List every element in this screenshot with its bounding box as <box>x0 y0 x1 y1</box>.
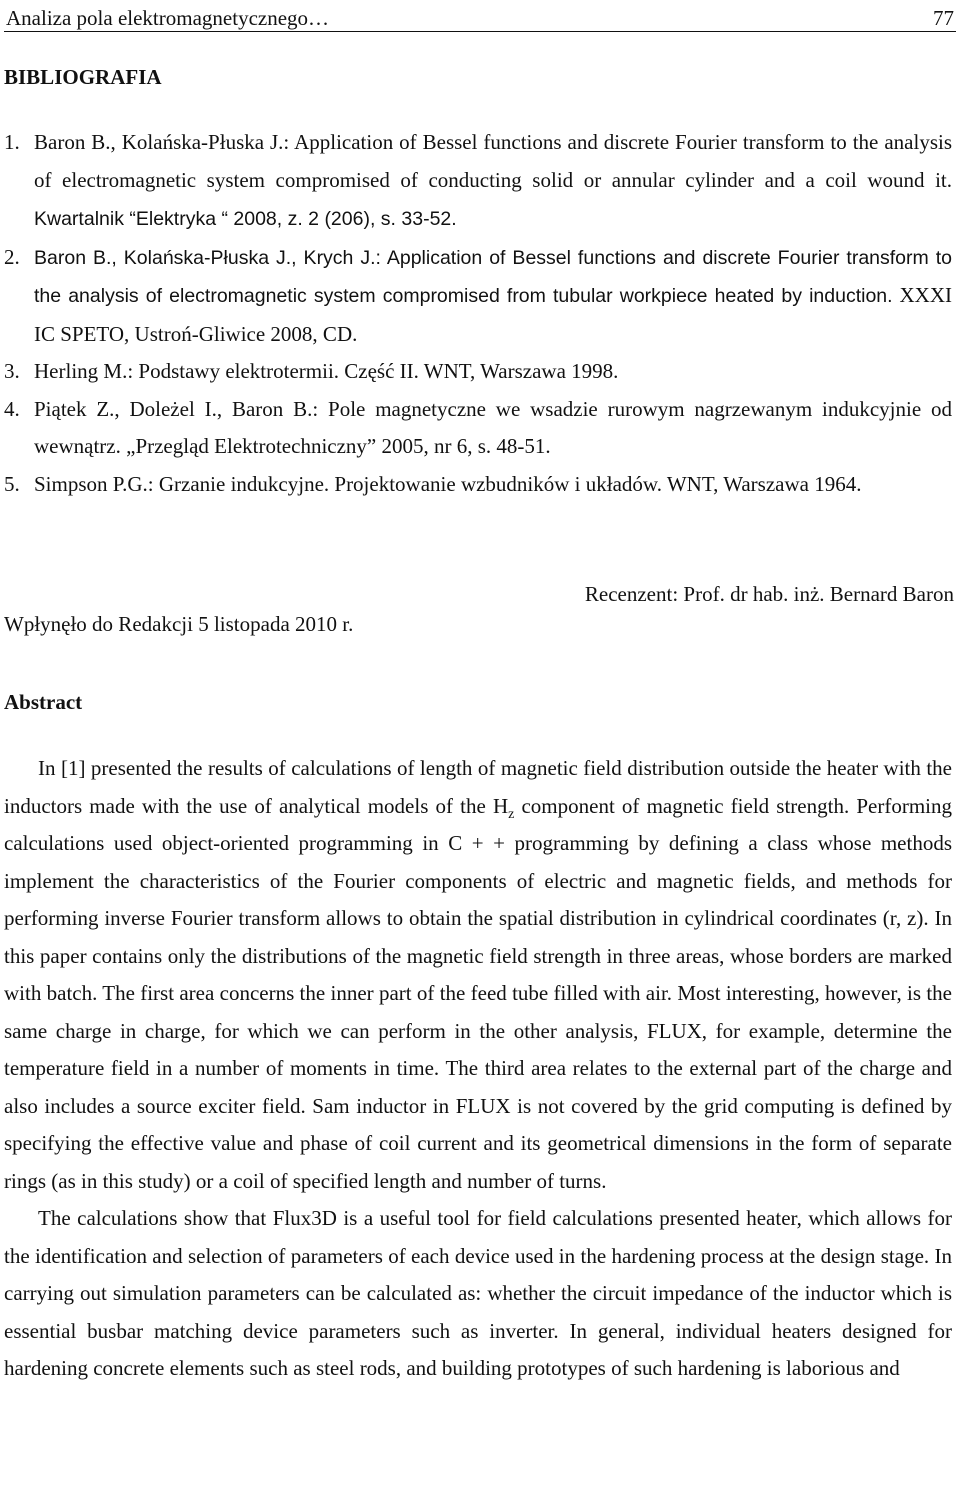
running-title: Analiza pola elektromagnetycznego… <box>6 6 330 30</box>
reference-number: 5. <box>4 471 20 496</box>
reference-number: 2. <box>4 244 20 269</box>
abstract-paragraph: In [1] presented the results of calculations of length of magnetic field distribution outside the heater with the inductors made with the use of analytical models of the $H_z$ component of magnetic field strength. Performing calculations used object-oriented programming in C + + programming by defining a class whose methods implement the characteristics of the Fourier components of electric and magnetic fields, and methods for performing inverse Fourier transform allows to obtain the spatial distribution in cylindrical coordinates (r, z). In this paper contains only the distributions of the magnetic field strength in three areas, whose borders are marked with batch. The first area concerns the inner part of the feed tube filled with air. Most interesting, however, is the same charge in charge, for which we can perform in the other analysis, FLUX, for example, determine the temperature field in a number of moments in time. The third area relates to the external part of the charge and also includes a source exciter field. Sam inductor in FLUX is not covered by the grid computing is defined by specifying the effective value and phase of coil current and its geometrical dimensions in the form of separate rings (as in this study) or a coil of specified length and number of turns. <box>4 756 952 1193</box>
reference-text: Baron B., Kolańska-Płuska J., Krych J.: Application of Bessel functions and discrete Fourier transform to the analysis of electromagnetic system compromised from tubular workpiece heated by induction. XXXI IC SPETO, Ustroń-Gliwice 2008, CD. <box>34 246 952 346</box>
reference-number: 3. <box>4 359 20 383</box>
running-header <box>4 0 956 32</box>
page <box>4 0 956 32</box>
abstract-title: Abstract <box>4 690 83 714</box>
received-date: Wpłynęło do Redakcji 5 listopada 2010 r. <box>4 612 354 636</box>
abstract-paragraph: The calculations show that Flux3D is a useful tool for field calculations presented heater, which allows for the identification and selection of parameters of each device used in the hardening process at the design stage. In carrying out simulation parameters can be calculated as: whether the circuit impedance of the inductor which is essential busbar matching device parameters such as inverter. In general, individual heaters designed for hardening concrete elements such as steel rods, and building prototypes of such hardening is laborious and <box>4 1206 952 1380</box>
reference-item <box>4 124 952 239</box>
reference-item <box>4 353 952 391</box>
reference-number: 4. <box>4 396 20 421</box>
reference-number: 1. <box>4 130 20 154</box>
reference-text: Piątek Z., Doleżel I., Baron B.: Pole magnetyczne we wsadzie rurowym nagrzewanym indukcyjnie od wewnątrz. „Przegląd Elektrotechniczny” 2005, nr 6, s. 48-51. <box>34 396 952 458</box>
reference-item <box>4 391 952 466</box>
reference-item <box>4 466 952 504</box>
reference-text: Baron B., Kolańska-Płuska J.: Application of Bessel functions and discrete Fourier transform to the analysis of electromagnetic system compromised of conducting solid or annular cylinder and a coil wound it. Kwartalnik “Elektryka “ 2008, z. 2 (206), s. 33-52. <box>34 130 952 230</box>
abstract-body <box>4 750 952 1388</box>
reference-text: Simpson P.G.: Grzanie indukcyjne. Projektowanie wzbudników i układów. WNT, Warszawa 1964. <box>34 471 862 496</box>
bibliography-title: BIBLIOGRAFIA <box>4 65 162 89</box>
page-number: 77 <box>933 6 954 30</box>
reference-text: Herling M.: Podstawy elektrotermii. Część II. WNT, Warszawa 1998. <box>34 359 619 383</box>
reference-list <box>4 124 952 503</box>
reviewer-line: Recenzent: Prof. dr hab. inż. Bernard Baron <box>584 582 954 606</box>
reference-item <box>4 239 952 354</box>
